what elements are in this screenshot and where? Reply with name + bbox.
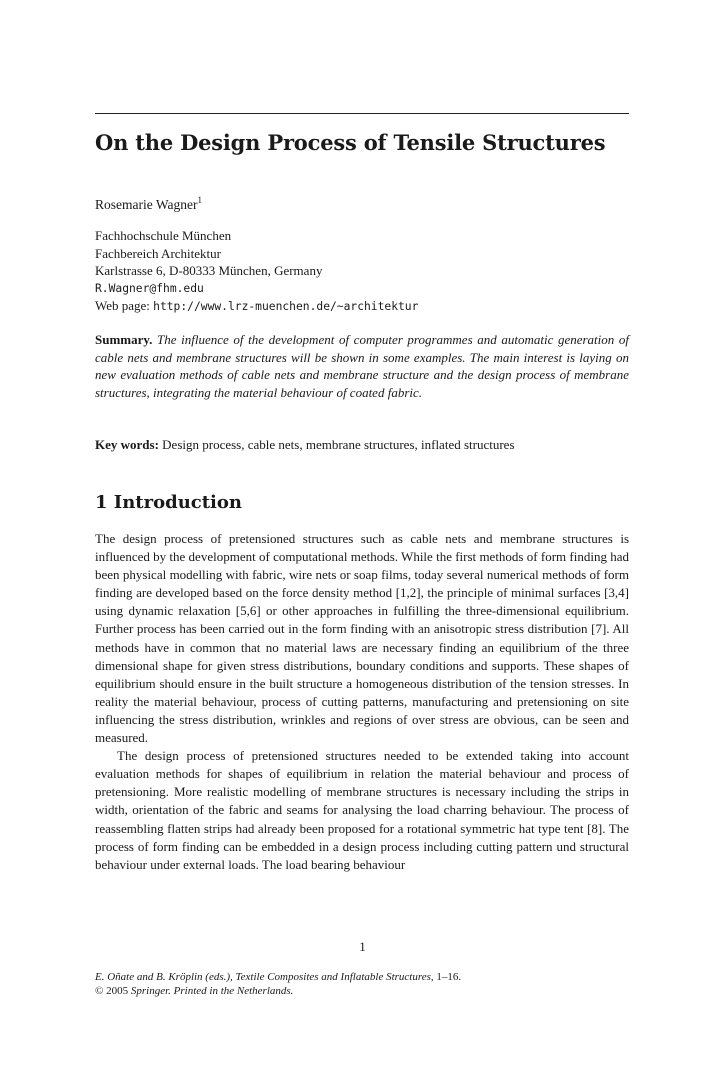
keywords-line xyxy=(95,436,629,454)
keywords-text: Design process, cable nets, membrane structures, inflated structures xyxy=(162,437,515,452)
author-email: R.Wagner@fhm.edu xyxy=(95,281,204,295)
page-number: 1 xyxy=(359,939,366,954)
summary-label: Summary. xyxy=(95,332,153,347)
footer-editors: E. Oñate and B. Kröplin (eds.), xyxy=(95,971,233,983)
affiliation-department: Fachbereich Architektur xyxy=(95,245,221,261)
author-footnote-mark: 1 xyxy=(197,195,203,205)
affiliation-block xyxy=(95,227,418,316)
summary-paragraph xyxy=(95,331,629,402)
affiliation-institution: Fachhochschule München xyxy=(95,228,232,243)
footer-book-title: Textile Composites and Inflatable Structures xyxy=(232,971,431,983)
web-page-label: Web page: xyxy=(95,298,154,313)
author-name: Rosemarie Wagner xyxy=(95,197,198,212)
author-line xyxy=(95,191,202,214)
web-page-line xyxy=(95,297,418,316)
publication-footer xyxy=(95,970,655,998)
body-paragraph-1: The design process of pretensioned structures such as cable nets and membrane structures is influenced by the development of computational methods. While the first methods of form finding had been physical modelling with fabric, wire nets or soap films, today several numerical methods of form finding are developed based on the force density method [1,2], the principle of minimal surfaces [3,4] using dynamic relaxation [5,6] or other approaches in fulfilling the three-dimensional equilibrium. Further process has been carried out in the form finding with an anisotropic stress distribution [7]. All methods have in common that no material laws are necessary finding an equilibrium of the three dimensional shape for given stress distributions, boundary conditions and supports. These shapes of equilibrium should ensure in the built structure a homogeneous distribution of the tension stresses. In reality the material behaviour, process of cutting patterns, manufacturing and pretensioning on site influencing the stress distribution, wrinkles and regions of over stress are obvious, can be seen and measured. xyxy=(95,531,629,746)
footer-citation xyxy=(95,970,655,984)
keywords-label: Key words: xyxy=(95,437,159,452)
web-page-url: http://www.lrz-muenchen.de/~architektur xyxy=(153,300,419,313)
title-rule xyxy=(95,113,629,114)
body-paragraph-2: The design process of pretensioned structures needed to be extended taking into account evaluation methods for shapes of equilibrium in relation the material behaviour and process of pretensioning. More realistic modelling of membrane structures is necessary including the strips in width, orientation of the fabric and seams for analysing the load charring behaviour. The process of reassembling flatten strips had already been proposed for a rotational symmetric hat type tent [8]. The process of form finding can be embedded in a design process including cutting pattern und structural behaviour under external loads. The load bearing behaviour xyxy=(95,748,629,872)
footer-publisher: Springer. Printed in the Netherlands. xyxy=(130,985,294,997)
section-heading: 1 Introduction xyxy=(95,492,242,513)
summary-text: The influence of the development of computer programmes and automatic generation of cable nets and membrane structures will be shown in some examples. The main interest is laying on new evaluation methods of cable nets and membrane structure and the design process of membrane structures, integrating the material behaviour of coated fabric. xyxy=(95,332,630,401)
paper-title: On the Design Process of Tensile Structures xyxy=(95,130,606,155)
body-text xyxy=(95,530,629,874)
footer-copyright-year: © 2005 xyxy=(95,985,131,997)
affiliation-address: Karlstrasse 6, D-80333 München, Germany xyxy=(95,263,323,278)
footer-copyright xyxy=(95,984,655,998)
footer-pages: , 1–16. xyxy=(430,971,462,983)
